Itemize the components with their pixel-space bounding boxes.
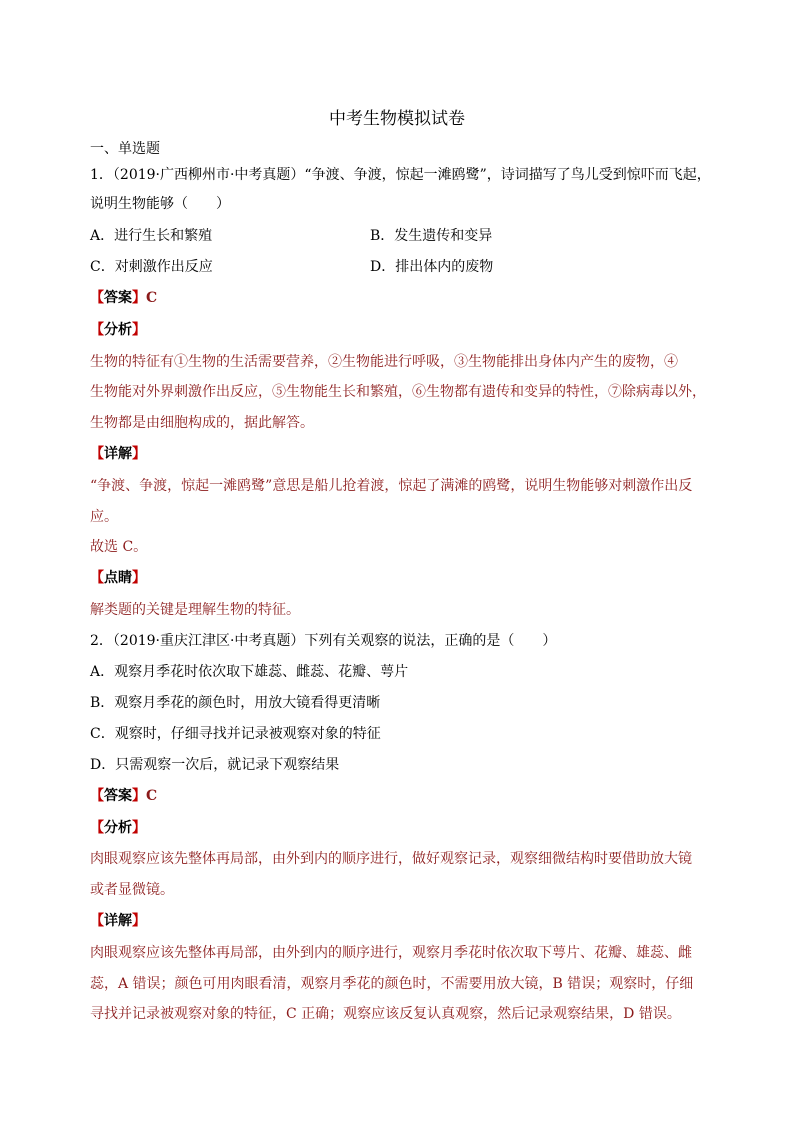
q1-analysis-line-1: 生物的特征有①生物的生活需要营养，②生物能进行呼吸，③生物能排出身体内产生的废物，④ bbox=[90, 354, 678, 370]
q1-detail-line-1: “争渡、争渡，惊起一滩鸥鹭”意思是船儿抢着渡，惊起了满滩的鸥鹭，说明生物能够对刺激作出反 bbox=[90, 478, 693, 494]
q1-detail-line-2: 应。 bbox=[90, 509, 118, 525]
q2-detail-line-3: 寻找并记录被观察对象的特征，C 正确；观察应该反复认真观察，然后记录观察结果，D 错误。 bbox=[90, 1006, 681, 1022]
q1-comment-tag: 【点睛】 bbox=[90, 570, 146, 586]
q1-answer: 【答案】C bbox=[90, 290, 158, 306]
q1-option-c: C．对刺激作出反应 bbox=[90, 259, 213, 275]
q1-analysis-line-2: 生物能对外界刺激作出反应，⑤生物能生长和繁殖，⑥生物都有遗传和变异的特性，⑦除病毒以外， bbox=[90, 384, 706, 400]
q1-option-a: A．进行生长和繁殖 bbox=[90, 228, 213, 244]
q2-option-b: B．观察月季花的颜色时，用放大镜看得更清晰 bbox=[90, 695, 381, 711]
q1-detail-tag: 【详解】 bbox=[90, 446, 146, 462]
q1-comment-line-1: 解类题的关键是理解生物的特征。 bbox=[90, 602, 300, 618]
q2-analysis-tag: 【分析】 bbox=[90, 820, 146, 836]
q1-stem-line-1: 1．（2019·广西柳州市·中考真题）“争渡、争渡，惊起一滩鸥鹭”，诗词描写了鸟儿受到惊吓而飞起， bbox=[90, 167, 711, 183]
q1-detail-line-3: 故选 C。 bbox=[90, 539, 148, 555]
q1-analysis-tag: 【分析】 bbox=[90, 322, 146, 338]
q2-option-d: D．只需观察一次后，就记录下观察结果 bbox=[90, 757, 340, 773]
q2-detail-line-1: 肉眼观察应该先整体再局部，由外到内的顺序进行，观察月季花时依次取下萼片、花瓣、雄蕊、雌 bbox=[90, 945, 692, 961]
answer-value: C bbox=[146, 788, 158, 804]
section-heading: 一、单选题 bbox=[90, 141, 160, 157]
q1-option-d: D．排出体内的废物 bbox=[370, 259, 494, 275]
q2-answer: 【答案】C bbox=[90, 788, 158, 804]
q2-option-c: C．观察时，仔细寻找并记录被观察对象的特征 bbox=[90, 726, 381, 742]
answer-tag: 答案 bbox=[104, 788, 132, 804]
q2-option-a: A．观察月季花时依次取下雄蕊、雌蕊、花瓣、萼片 bbox=[90, 664, 409, 680]
answer-value: C bbox=[146, 290, 158, 306]
q1-stem-line-2: 说明生物能够（ ） bbox=[90, 196, 230, 212]
q2-analysis-line-2: 或者显微镜。 bbox=[90, 882, 174, 898]
q2-analysis-line-1: 肉眼观察应该先整体再局部，由外到内的顺序进行，做好观察记录，观察细微结构时要借助放大镜 bbox=[90, 851, 692, 867]
q1-analysis-line-3: 生物都是由细胞构成的，据此解答。 bbox=[90, 415, 314, 431]
q2-detail-tag: 【详解】 bbox=[90, 913, 146, 929]
q2-stem-line-1: 2．（2019·重庆江津区·中考真题）下列有关观察的说法，正确的是（ ） bbox=[90, 633, 557, 649]
page-title: 中考生物模拟试卷 bbox=[329, 109, 465, 129]
q2-detail-line-2: 蕊，A 错误；颜色可用肉眼看清，观察月季花的颜色时，不需要用放大镜，B 错误；观察时，仔细 bbox=[90, 976, 694, 992]
answer-tag: 答案 bbox=[104, 290, 132, 306]
q1-option-b: B．发生遗传和变异 bbox=[370, 228, 493, 244]
